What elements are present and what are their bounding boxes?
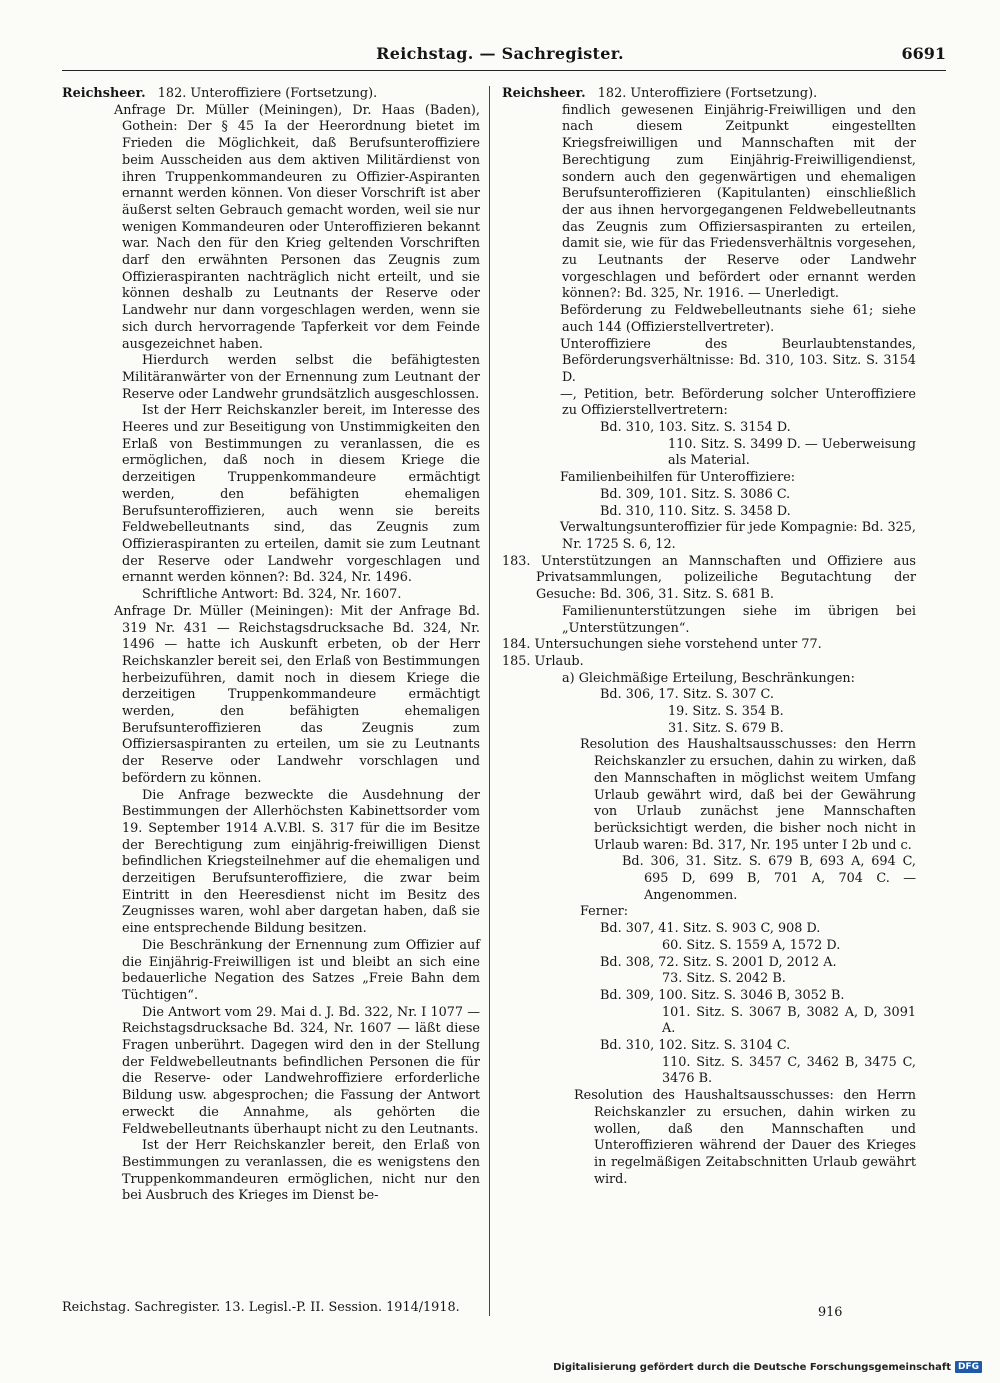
entry: Ferner: [580,904,629,920]
right-head-keyword: Reichsheer. [502,86,586,101]
left-head-topic: 182. Unteroffiziere (Fortsetzung). [157,86,378,101]
entry: Familienunterstützungen siehe im übrigen bei „Unterstützungen“. [562,603,916,636]
entry: Bd. 306, 31. Sitz. S. 679 B, 693 A, 694 C, 695 D, 699 B, 701 A, 704 C. — Angenommen. [622,854,916,903]
paragraph: Ist der Herr Reichskanzler bereit, im Interesse des Heeres und zur Beseitigung von Unstimmigkeiten den Erlaß von Bestimmungen zu veranlassen, die es ermöglichen, daß noch in diesem Kriege die derzeitigen Truppenkommandeure ermächtigt werden, den befähigten ehemaligen Berufsunteroffizieren, auch wenn sie bereits Feldwebelleutnants sind, das Zeugnis zum Offizieraspiranten zu erteilen, damit sie zum Leutnant der Reserve oder Landwehr vorgeschlagen und ernannt werden können?: Bd. 324, Nr. 1496. [122,403,480,586]
paragraph: Anfrage Dr. Müller (Meiningen): Mit der Anfrage Bd. 319 Nr. 431 — Reichstagsdrucksache Bd. 324, Nr. 1496 — hatte ich Auskunft erbeten, ob der Herr Reichskanzler bereit sei, den Erlaß von Bestimmungen herbeizuführen, damit noch in diesem Kriege die derzeitigen Truppenkommandeure ermächtigt werden, den befähigten ehemaligen Berufsunteroffizieren das Zeugnis zum Offiziersaspiranten zu erteilen, um sie zu Leutnants der Reserve oder Landwehr vorschlagen und befördern zu können. [114,603,480,786]
entry: Bd. 310, 110. Sitz. S. 3458 D. [600,503,791,519]
entry: Bd. 310, 103. Sitz. S. 3154 D. [600,420,791,436]
entry: 110. Sitz. S. 3457 C, 3462 B, 3475 C, 3476 B. [662,1054,916,1087]
entry: a) Gleichmäßige Erteilung, Beschränkungen: [562,670,855,686]
left-head-keyword: Reichsheer. [62,86,146,101]
entry: Bd. 308, 72. Sitz. S. 2001 D, 2012 A. [600,954,837,970]
right-column [502,86,916,1188]
entry: Resolution des Haushaltsausschusses: den Herrn Reichskanzler zu ersuchen, dahin zu wirken, daß den Mannschaften in möglichst weitem Umfang Urlaub gewährt wird, daß bei der Gewährung von Urlaub zunächst jene Mannschaften berücksichtigt werden, die bisher noch nicht in Urlaub waren: Bd. 317, Nr. 195 unter I 2b und c. [580,737,916,853]
entry: Familienbeihilfen für Unteroffiziere: [560,470,796,486]
entry: Verwaltungsunteroffizier für jede Kompagnie: Bd. 325, Nr. 1725 S. 6, 12. [560,520,916,552]
entry: 60. Sitz. S. 1559 A, 1572 D. [662,937,841,953]
paragraph: Ist der Herr Reichskanzler bereit, den Erlaß von Bestimmungen zu veranlassen, die es wenigstens den Truppenkommandeuren ermöglichen, nicht nur den bei Ausbruch des Krieges im Dienst be- [122,1138,480,1204]
entry: 183. Unterstützungen an Mannschaften und Offiziere aus Privatsammlungen, polizeiliche Begutachtung der Gesuche: Bd. 306, 31. Sitz. S. 681 B. [502,553,916,603]
entry: Bd. 310, 102. Sitz. S. 3104 C. [600,1038,791,1054]
running-header [0,44,1000,68]
left-column-head [62,86,480,103]
entry: Unteroffiziere des Beurlaubtenstandes, Beförderungsverhältnisse: Bd. 310, 103. Sitz. S. 3154 D. [560,336,916,385]
right-head-topic: 182. Unteroffiziere (Fortsetzung). [597,86,818,101]
entry: Bd. 309, 100. Sitz. S. 3046 B, 3052 B. [600,987,845,1003]
paragraph: Die Anfrage bezweckte die Ausdehnung der Bestimmungen der Allerhöchsten Kabinettsorder vom 19. September 1914 A.V.Bl. S. 317 für die im Besitze der Berechtigung zum einjährig-freiwilligen Dienst befindlichen Kriegsteilnehmer auf die ehemaligen und derzeitigen Berufsunteroffiziere, die zwar beim Eintritt in den Heeresdienst nicht im Besitz des Zeugnisses waren, wohl aber dargetan haben, daß sie eine entsprechende Bildung besitzen. [122,787,480,937]
entry: 31. Sitz. S. 679 B. [668,720,784,736]
dfg-logo-icon: DFG [955,1361,982,1373]
paragraph: Die Beschränkung der Ernennung zum Offizier auf die Einjährig-Freiwilligen ist und bleibt an sich eine bedauerliche Negation des Satzes „Freie Bahn dem Tüchtigen“. [122,937,480,1003]
left-column [62,86,480,1205]
entry: —, Petition, betr. Beförderung solcher Unteroffiziere zu Offizierstellvertretern: [560,386,916,419]
paragraph: Schriftliche Antwort: Bd. 324, Nr. 1607. [142,587,402,603]
header-rule [62,70,946,71]
paragraph: findlich gewesenen Einjährig-Freiwilligen und den nach diesem Zeitpunkt eingestellten Kriegsfreiwilligen und Mannschaften mit der Berechtigung zum Einjährig-Freiwilligendienst, sondern auch den gegenwärtigen und ehemaligen Berufsunteroffizieren (Kapitulanten) einschließlich der aus ihnen hervorgegangenen Feldwebelleutnants das Zeugnis zum Offiziersaspiranten zu erteilen, damit sie, wie für das Friedensverhältnis vorgesehen, zu Leutnants der Reserve oder Landwehr vorgeschlagen und befördert oder ernannt werden können?: Bd. 325, Nr. 1916. — Unerledigt. [562,102,916,302]
entry: Resolution des Haushaltsausschusses: den Herrn Reichskanzler zu ersuchen, dahin wirken zu wollen, daß den Mannschaften und Unteroffizieren während der Dauer des Krieges in regelmäßigen Zeitabschnitten Urlaub gewährt wird. [574,1088,916,1187]
entry: Bd. 306, 17. Sitz. S. 307 C. [600,687,774,703]
digitization-note [553,1361,982,1373]
entry: 73. Sitz. S. 2042 B. [662,971,786,987]
paragraph: Anfrage Dr. Müller (Meiningen), Dr. Haas (Baden), Gothein: Der § 45 Ia der Heerordnung bietet im Frieden die Möglichkeit, daß Berufsunteroffiziere beim Ausscheiden aus dem aktiven Militärdienst von ihren Truppenkommandeuren zu Offizier-Aspiranten ernannt werden können. Von dieser Vorschrift ist aber äußerst selten Gebrauch gemacht worden, weil sie nur wenigen Kommandeuren oder Unteroffizieren bekannt war. Nach den für den Krieg geltenden Vorschriften darf den erwähnten Personen das Zeugnis zum Offizieraspiranten nachträglich nicht erteilt, und sie können deshalb zu Leutnants der Reserve oder Landwehr nur dann vorgeschlagen werden, wenn sie sich durch hervorragende Tapferkeit vor dem Feinde ausgezeichnet haben. [114,102,480,352]
entry: 184. Untersuchungen siehe vorstehend unter 77. [502,637,822,653]
entry: Beförderung zu Feldwebelleutnants siehe 61; siehe auch 144 (Offizierstellvertreter). [560,303,916,335]
header-title: Reichstag. — Sachregister. [376,44,624,63]
right-column-head [502,86,916,103]
entry: 19. Sitz. S. 354 B. [668,704,784,720]
entry: 110. Sitz. S. 3499 D. — Ueberweisung als Material. [668,436,916,469]
column-divider [489,86,490,1316]
digitization-note-text: Digitalisierung gefördert durch die Deutsche Forschungsgemeinschaft [553,1361,951,1373]
entry: Bd. 307, 41. Sitz. S. 903 C, 908 D. [600,921,821,937]
left-footer: Reichstag. Sachregister. 13. Legisl.-P. II. Session. 1914/1918. [62,1300,460,1315]
paragraph: Hierdurch werden selbst die befähigtesten Militäranwärter von der Ernennung zum Leutnant der Reserve oder Landwehr grundsätzlich ausgeschlossen. [122,353,480,402]
entry: 101. Sitz. S. 3067 B, 3082 A, D, 3091 A. [662,1004,916,1037]
column-number: 916 [818,1305,843,1320]
page-number: 6691 [901,44,946,63]
entry: 185. Urlaub. [502,653,584,669]
entry: Bd. 309, 101. Sitz. S. 3086 C. [600,486,791,502]
paragraph: Die Antwort vom 29. Mai d. J. Bd. 322, Nr. I 1077 — Reichstagsdrucksache Bd. 324, Nr. 1607 — läßt diese Fragen unberührt. Dagegen wird den in der Stellung der Feldwebelleutnants befindlichen Personen die für die Reserve- oder Landwehroffiziere erforderliche Bildung usw. abgesprochen; die Fassung der Antwort erweckt die Annahme, als gehörten die Feldwebelleutnants überhaupt nicht zu den Leutnants. [122,1004,480,1137]
